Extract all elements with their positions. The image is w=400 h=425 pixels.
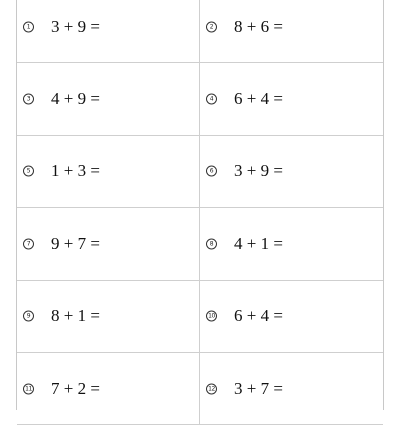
problem-number: 12	[206, 383, 217, 394]
problem-cell	[200, 281, 383, 353]
problem-cell	[200, 208, 383, 280]
problem-expression: 7 + 2 =	[51, 378, 100, 398]
problem-cell	[17, 136, 200, 208]
problem-number: 3	[23, 94, 34, 105]
problem-cell	[17, 0, 200, 63]
problem-expression: 6 + 4 =	[234, 89, 283, 109]
problem-expression: 8 + 1 =	[51, 306, 100, 326]
problem-number: 4	[206, 94, 217, 105]
problem-number: 7	[23, 238, 34, 249]
problem-expression: 4 + 9 =	[51, 89, 100, 109]
problem-expression: 3 + 9 =	[51, 16, 100, 36]
problem-cell	[200, 0, 383, 63]
worksheet-page	[16, 0, 384, 410]
problem-number: 2	[206, 21, 217, 32]
problem-number: 5	[23, 166, 34, 177]
problem-cell	[17, 63, 200, 135]
problem-cell	[200, 136, 383, 208]
problem-expression: 8 + 6 =	[234, 16, 283, 36]
problem-expression: 3 + 7 =	[234, 378, 283, 398]
problem-number: 1	[23, 21, 34, 32]
problem-grid	[17, 0, 383, 425]
problem-number: 10	[206, 311, 217, 322]
problem-cell	[200, 353, 383, 425]
problem-number: 8	[206, 238, 217, 249]
problem-number: 11	[23, 383, 34, 394]
problem-cell	[17, 208, 200, 280]
problem-cell	[200, 63, 383, 135]
problem-number: 9	[23, 311, 34, 322]
problem-expression: 1 + 3 =	[51, 161, 100, 181]
problem-expression: 3 + 9 =	[234, 161, 283, 181]
problem-cell	[17, 281, 200, 353]
problem-expression: 6 + 4 =	[234, 306, 283, 326]
problem-expression: 9 + 7 =	[51, 233, 100, 253]
problem-expression: 4 + 1 =	[234, 233, 283, 253]
problem-number: 6	[206, 166, 217, 177]
problem-cell	[17, 353, 200, 425]
